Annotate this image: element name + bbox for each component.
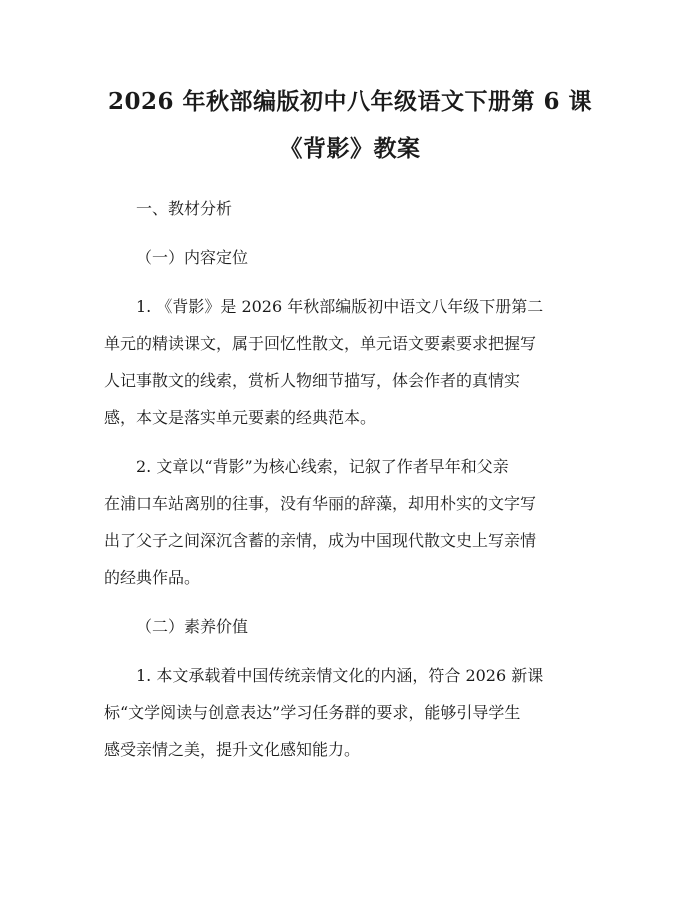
subsection-heading-content-positioning: （一）内容定位 (136, 248, 249, 267)
paragraph-line: 人记事散文的线索，赏析人物细节描写，体会作者的真情实 (104, 371, 521, 390)
paragraph-literacy-value-1 (104, 657, 596, 768)
paragraph-line: 1. 本文承载着中国传统亲情文化的内涵，符合 2026 新课 (136, 666, 544, 685)
document-body (104, 190, 596, 768)
section-heading-teaching-material-analysis: 一、教材分析 (136, 199, 233, 218)
paragraph-content-positioning-1 (104, 288, 596, 436)
document-title (104, 78, 596, 172)
paragraph-line: 单元的精读课文，属于回忆性散文，单元语文要素要求把握写 (104, 334, 537, 353)
paragraph-line: 2. 文章以“背影”为核心线索，记叙了作者早年和父亲 (136, 457, 509, 476)
paragraph-line: 标“文学阅读与创意表达”学习任务群的要求，能够引导学生 (104, 703, 521, 722)
paragraph-line: 1. 《背影》是 2026 年秋部编版初中语文八年级下册第二 (136, 297, 544, 316)
paragraph-line: 感，本文是落实单元要素的经典范本。 (104, 408, 377, 427)
paragraph-line: 出了父子之间深沉含蓄的亲情，成为中国现代散文史上写亲情 (104, 531, 537, 550)
paragraph-line: 的经典作品。 (104, 568, 201, 587)
paragraph-line: 感受亲情之美，提升文化感知能力。 (104, 740, 361, 759)
paragraph-content-positioning-2 (104, 448, 596, 596)
subsection-heading-literacy-value: （二）素养价值 (136, 617, 249, 636)
title-line-1: 2026 年秋部编版初中八年级语文下册第 6 课 (107, 88, 593, 115)
paragraph-line: 在浦口车站离别的往事，没有华丽的辞藻，却用朴实的文字写 (104, 494, 537, 513)
title-line-2: 《背影》教案 (279, 135, 421, 162)
